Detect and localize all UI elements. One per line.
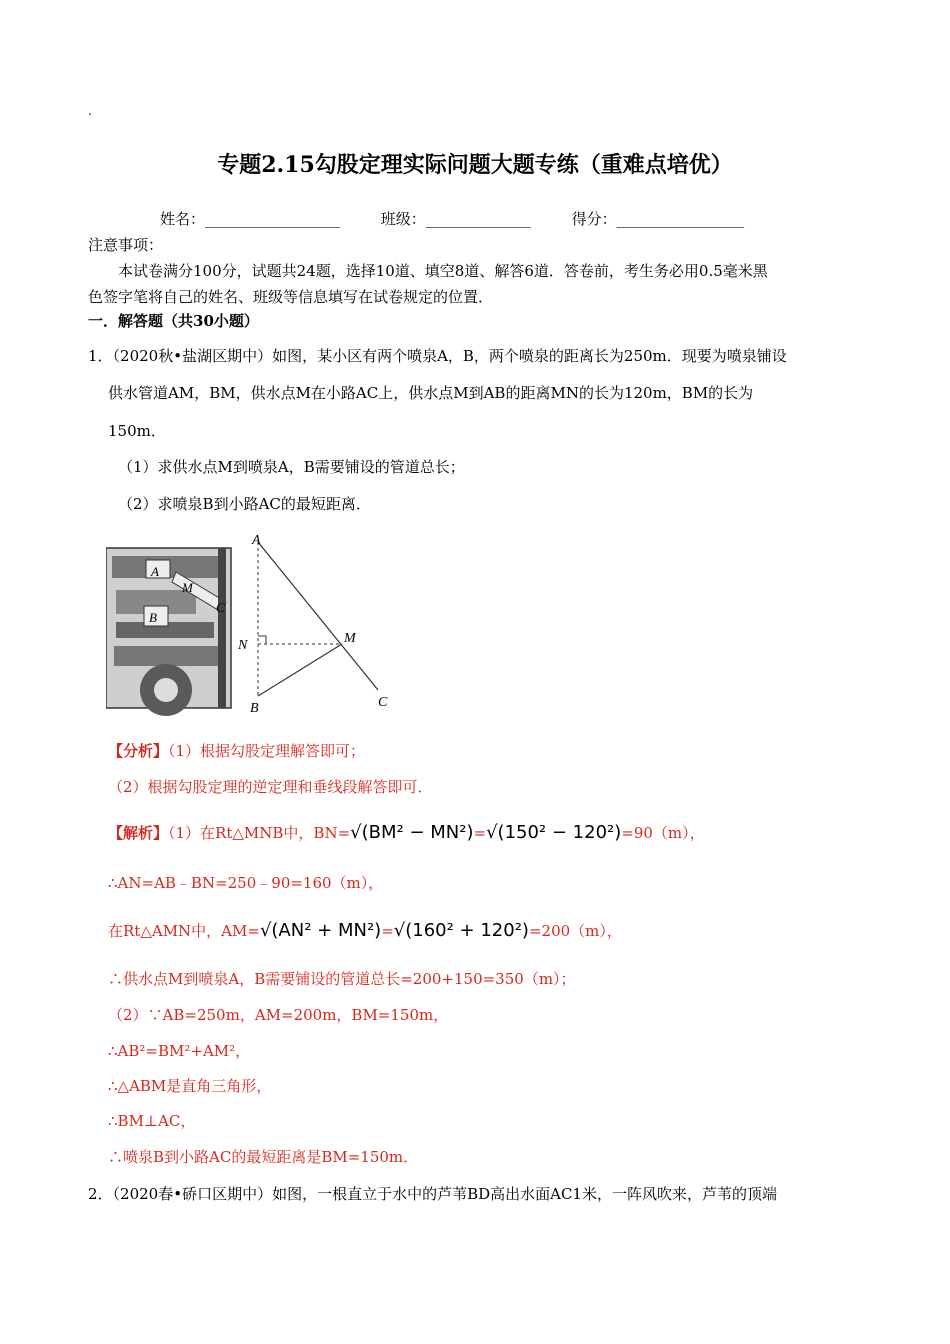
notice-line-1: 本试卷满分100分，试题共24题，选择10道、填空8道、解答6道．答卷前，考生务必用0.5毫米黑 bbox=[118, 262, 768, 280]
photo-label-a: A bbox=[151, 564, 159, 579]
section-heading: 一．解答题（共30小题） bbox=[88, 312, 259, 330]
diagram-label-c: C bbox=[378, 695, 388, 710]
q2-line-1: 2．（2020春•硚口区期中）如图，一根直立于水中的芦苇BD高出水面AC1米，一阵风吹来，芦苇的顶端 bbox=[88, 1185, 777, 1203]
formula-bn-1: √(BM² − MN²) bbox=[350, 822, 474, 843]
solution-tag: 【解析】 bbox=[108, 824, 169, 842]
page-title: 专题2.15勾股定理实际问题大题专练（重难点培优） bbox=[217, 152, 733, 178]
park-photo bbox=[106, 548, 231, 716]
analysis-tag: 【分析】 bbox=[108, 742, 169, 760]
formula-bn-2: √(150² − 120²) bbox=[486, 822, 622, 843]
solution-line-5: （2）∵AB=250m，AM=200m，BM=150m， bbox=[108, 1006, 449, 1024]
q1-line-3: 150m． bbox=[108, 422, 166, 440]
photo-label-m: M bbox=[182, 580, 193, 595]
right-angle-mark bbox=[258, 636, 266, 644]
solution-line-7: ∴△ABM是直角三角形， bbox=[108, 1077, 272, 1095]
solution-line-6: ∴AB²=BM²+AM²， bbox=[108, 1042, 251, 1060]
q1-sub-1: （1）求供水点M到喷泉A，B需要铺设的管道总长； bbox=[118, 458, 465, 476]
analysis-line-2: （2）根据勾股定理的逆定理和垂线段解答即可． bbox=[108, 778, 433, 796]
score-field[interactable]: 得分：_________________ bbox=[571, 210, 745, 228]
q1-figure bbox=[106, 530, 406, 724]
solution-line-9: ∴喷泉B到小路AC的最短距离是BM=150m． bbox=[108, 1148, 419, 1166]
solution-line-1: 【解析】（1）在Rt△MNB中，BN=√(BM² − MN²)=√(150² − 120²)=90（m）， bbox=[108, 822, 705, 843]
q1-sub-2: （2）求喷泉B到小路AC的最短距离． bbox=[118, 495, 371, 513]
solution-line-8: ∴BM⊥AC， bbox=[108, 1112, 196, 1130]
line-ac bbox=[258, 542, 378, 690]
diagram-label-m: M bbox=[344, 631, 356, 646]
notice-line-2: 色签字笔将自己的姓名、班级等信息填写在试卷规定的位置． bbox=[88, 288, 494, 306]
photo-label-b: B bbox=[149, 610, 157, 625]
formula-am-1: √(AN² + MN²) bbox=[259, 920, 382, 941]
solution-line-2: ∴AN=AB﹣BN=250﹣90=160（m）， bbox=[108, 874, 384, 892]
q1-line-2: 供水管道AM，BM，供水点M在小路AC上，供水点M到AB的距离MN的长为120m，BM的长为 bbox=[108, 384, 754, 402]
formula-am-2: √(160² + 120²) bbox=[393, 920, 529, 941]
solution-line-3: 在Rt△AMN中，AM=√(AN² + MN²)=√(160² + 120²)=200（m）， bbox=[108, 920, 622, 941]
line-bm bbox=[258, 644, 342, 696]
q1-line-1: 1．（2020秋•盐湖区期中）如图，某小区有两个喷泉A，B，两个喷泉的距离长为250m．现要为喷泉铺设 bbox=[88, 347, 787, 365]
diagram-label-a: A bbox=[252, 533, 261, 548]
name-field[interactable]: 姓名：__________________ bbox=[160, 210, 341, 228]
solution-line-4: ∴供水点M到喷泉A，B需要铺设的管道总长=200+150=350（m）； bbox=[108, 970, 576, 988]
diagram-label-b: B bbox=[250, 701, 259, 716]
photo-label-c: C bbox=[216, 600, 225, 615]
notice-heading: 注意事项： bbox=[88, 236, 164, 254]
diagram-label-n: N bbox=[238, 638, 248, 653]
analysis-line-1: 【分析】（1）根据勾股定理解答即可； bbox=[108, 742, 366, 760]
class-field[interactable]: 班级：______________ bbox=[380, 210, 531, 228]
student-fields bbox=[160, 208, 780, 229]
q1-figure-svg bbox=[106, 530, 406, 720]
page-mark: . bbox=[88, 104, 92, 118]
